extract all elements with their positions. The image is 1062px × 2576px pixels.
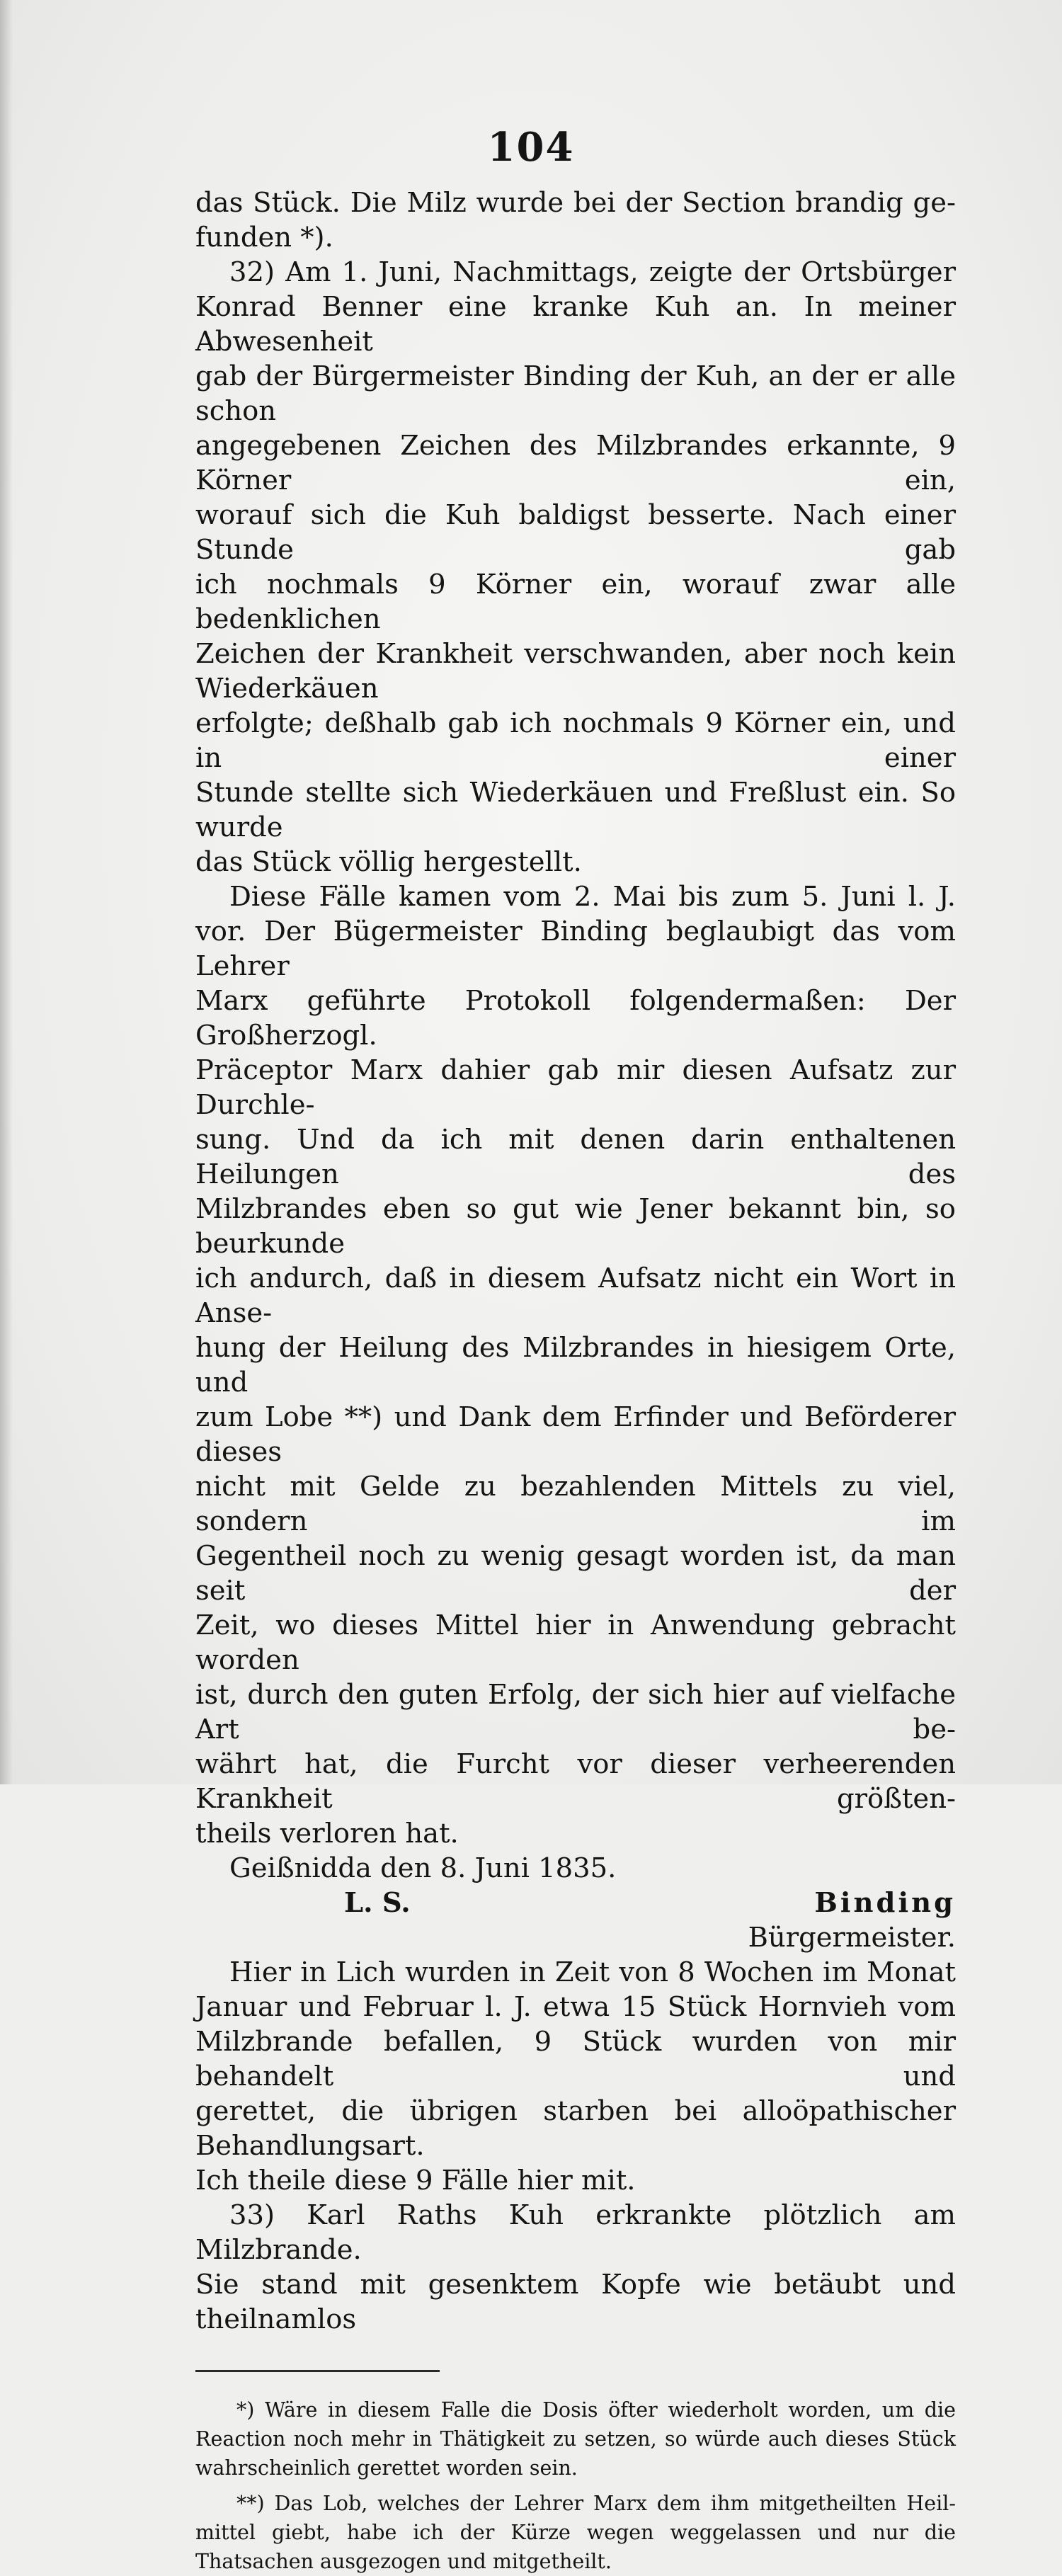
text-line: erfolgte; deßhalb gab ich nochmals 9 Körner ein, und in einer [195, 707, 956, 774]
text-line: währt hat, die Furcht vor dieser verheerenden Krankheit größten- [195, 1748, 956, 1815]
text-line: Sie stand mit gesenktem Kopfe wie betäubt und theilnamlos [195, 2269, 956, 2335]
text-line: Präceptor Marx dahier gab mir diesen Aufsatz zur Durchle- [195, 1054, 956, 1121]
main-text [195, 186, 956, 2576]
seal-mark: L. S. [344, 1887, 411, 1919]
text-line: nicht mit Gelde zu bezahlenden Mittels zu viel, sondern im [195, 1471, 956, 1537]
text-line: gerettet, die übrigen starben bei alloöpathischer Behandlungsart. [195, 2095, 956, 2162]
footnote-line: mittel giebt, habe ich der Kürze wegen weggelassen und nur die [195, 2521, 956, 2544]
footnote-line: wahrscheinlich gerettet worden sein. [195, 2456, 578, 2480]
text-line: angegebenen Zeichen des Milzbrandes erkannte, 9 Körner ein, [195, 430, 956, 496]
text-line: Milzbrande befallen, 9 Stück wurden von mir behandelt und [195, 2026, 956, 2092]
footnote-divider [195, 2370, 440, 2372]
text-line: worauf sich die Kuh baldigst besserte. Nach einer Stunde gab [195, 499, 956, 566]
text-line: Diese Fälle kamen vom 2. Mai bis zum 5. Juni l. J. [229, 881, 956, 913]
text-line: Zeichen der Krankheit verschwanden, aber noch kein Wiederkäuen [195, 638, 956, 705]
signatory-name: Binding [814, 1887, 956, 1919]
text-line: ich andurch, daß in diesem Aufsatz nicht ein Wort in Anse- [195, 1263, 956, 1329]
text-line: funden *). [195, 222, 333, 253]
footnote-line: *) Wäre in diesem Falle die Dosis öfter wiederholt worden, um die [236, 2398, 956, 2422]
text-line: Konrad Benner eine kranke Kuh an. In meiner Abwesenheit [195, 291, 956, 358]
footnote-line: **) Das Lob, welches der Lehrer Marx dem ihm mitgetheilten Heil- [236, 2492, 956, 2515]
text-line: das Stück völlig hergestellt. [195, 846, 582, 878]
text-line: hung der Heilung des Milzbrandes in hiesigem Orte, und [195, 1332, 956, 1398]
page-number: 104 [487, 124, 575, 171]
text-line: ist, durch den guten Erfolg, der sich hier auf vielfache Art be- [195, 1679, 956, 1745]
text-line: Milzbrandes eben so gut wie Jener bekannt bin, so beurkunde [195, 1193, 956, 1260]
text-line: gab der Bürgermeister Binding der Kuh, an der er alle schon [195, 360, 956, 427]
text-line: Januar und Februar l. J. etwa 15 Stück Hornvieh vom [195, 1991, 956, 2023]
text-line: sung. Und da ich mit denen darin enthaltenen Heilungen des [195, 1124, 956, 1190]
footnotes [195, 2395, 956, 2576]
text-line: Gegentheil noch zu wenig gesagt worden ist, da man seit der [195, 1540, 956, 1607]
text-line: zum Lobe **) und Dank dem Erfinder und Beförderer dieses [195, 1401, 956, 1468]
text-line: Marx geführte Protokoll folgendermaßen: Der Großherzogl. [195, 985, 956, 1052]
place-date-line: Geißnidda den 8. Juni 1835. [229, 1852, 617, 1884]
footnote-line: Thatsachen ausgezogen und mitgetheilt. [195, 2550, 612, 2573]
text-line: 32) Am 1. Juni, Nachmittags, zeigte der Ortsbürger [229, 256, 956, 288]
text-line: vor. Der Bügermeister Binding beglaubigt das vom Lehrer [195, 916, 956, 982]
text-line: ich nochmals 9 Körner ein, worauf zwar alle bedenklichen [195, 569, 956, 635]
text-line: Hier in Lich wurden in Zeit von 8 Wochen im Monat [229, 1956, 956, 1988]
text-line: 33) Karl Raths Kuh erkrankte plötzlich am Milzbrande. [195, 2199, 956, 2266]
signatory-title: Bürgermeister. [748, 1922, 956, 1954]
text-line: das Stück. Die Milz wurde bei der Section brandig ge- [195, 187, 956, 219]
text-line: Stunde stellte sich Wiederkäuen und Freßlust ein. So wurde [195, 777, 956, 843]
signature-line [195, 1886, 956, 1920]
text-line: Ich theile diese 9 Fälle hier mit. [195, 2165, 636, 2196]
footnote-line: Reaction noch mehr in Thätigkeit zu setzen, so würde auch dieses Stück [195, 2427, 956, 2451]
text-line: theils verloren hat. [195, 1818, 459, 1850]
text-line: Zeit, wo dieses Mittel hier in Anwendung gebracht worden [195, 1609, 956, 1676]
